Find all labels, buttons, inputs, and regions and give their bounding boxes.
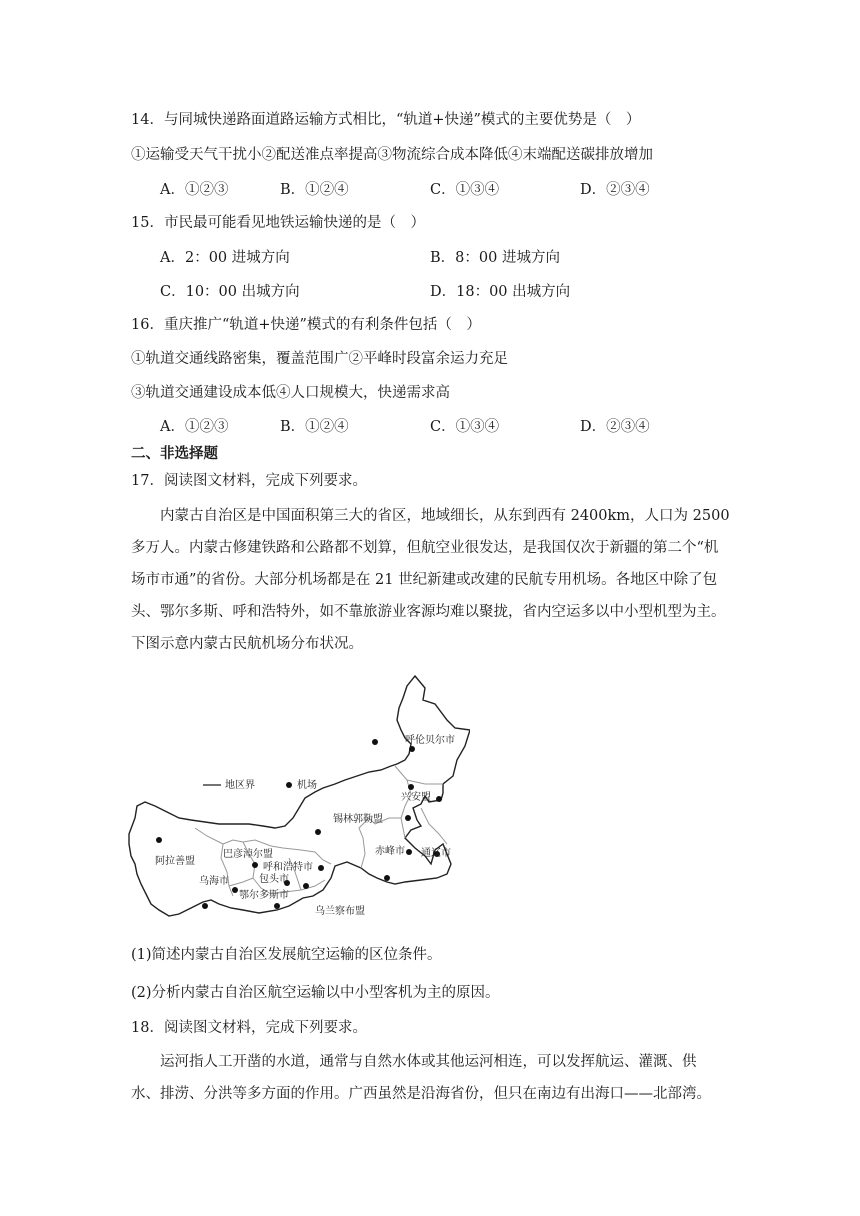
q17-stem: 17．阅读图文材料，完成下列要求。 [131, 473, 367, 489]
inner-mongolia-airport-map [125, 668, 470, 924]
airport-dot [274, 903, 280, 909]
q14-option-d: D．②③④ [580, 182, 650, 198]
airport-dot [252, 862, 258, 868]
label-tongliao: 通辽市 [421, 848, 451, 859]
q16-option-d: D．②③④ [580, 419, 650, 435]
label-hulunbuir: 呼伦贝尔市 [405, 735, 455, 746]
airport-dot [436, 796, 442, 802]
airport-dot [409, 746, 415, 752]
q16-option-b: B．①②④ [280, 419, 349, 435]
q15-option-b: B．8：00 进城方向 [430, 250, 560, 266]
airport-dot [303, 883, 309, 889]
q17-sub-2: (2)分析内蒙古自治区航空运输以中小型客机为主的原因。 [131, 985, 500, 1001]
airport-dot [232, 887, 238, 893]
q17-sub-1: (1)简述内蒙古自治区发展航空运输的区位条件。 [131, 947, 442, 963]
label-chifeng: 赤峰市 [375, 846, 405, 857]
q18-stem: 18．阅读图文材料，完成下列要求。 [131, 1020, 367, 1036]
label-ulanqab: 乌兰察布盟 [315, 906, 365, 917]
airport-dot [202, 903, 208, 909]
q17-para-line-4: 头、鄂尔多斯、呼和浩特外，如不靠旅游业客源均难以聚拢，省内空运多以中小型机型为主。 [131, 604, 726, 620]
airport-dot [318, 865, 324, 871]
q15-option-a: A．2：00 进城方向 [160, 250, 290, 266]
airport-dot [406, 849, 412, 855]
legend-airport-label: 机场 [297, 780, 317, 791]
label-baotou: 包头市 [259, 874, 289, 885]
label-xilingol: 锡林郭勒盟 [333, 814, 383, 825]
label-xingan: 兴安盟 [401, 792, 431, 803]
q14-stem: 14．与同城快递路面道路运输方式相比，“轨道+快递”模式的主要优势是（ ） [131, 112, 641, 128]
q14-option-b: B．①②④ [280, 182, 349, 198]
label-ordos: 鄂尔多斯市 [239, 890, 289, 901]
airport-dot [315, 829, 321, 835]
q18-para-line-2: 水、排涝、分洪等多方面的作用。广西虽然是沿海省份，但只在南边有出海口——北部湾。 [131, 1086, 711, 1102]
q16-option-a: A．①②③ [160, 419, 229, 435]
q14-option-c: C．①③④ [430, 182, 500, 198]
airport-dot [384, 875, 390, 881]
q15-stem: 15．市民最可能看见地铁运输快递的是（ ） [131, 215, 425, 231]
airport-dot [156, 837, 162, 843]
airport-dot [372, 739, 378, 745]
q17-para-line-5: 下图示意内蒙古民航机场分布状况。 [131, 636, 363, 652]
q16-stem: 16．重庆推广“轨道+快递”模式的有利条件包括（ ） [131, 317, 481, 333]
q15-option-d: D．18：00 出城方向 [430, 284, 571, 300]
q14-option-a: A．①②③ [160, 182, 229, 198]
map-legend [203, 778, 317, 791]
q18-para-line-1: 运河指人工开凿的水道，通常与自然水体或其他运河相连，可以发挥航运、灌溉、供 [160, 1054, 697, 1070]
label-hohhot: 呼和浩特市 [263, 862, 313, 873]
q14-statements: ①运输受天气干扰小②配送准点率提高③物流综合成本降低④末端配送碳排放增加 [131, 147, 653, 163]
q16-statement-1: ①轨道交通线路密集，覆盖范围广②平峰时段富余运力充足 [131, 351, 508, 367]
q16-option-c: C．①③④ [430, 419, 500, 435]
q15-option-c: C．10：00 出城方向 [160, 284, 300, 300]
label-wuhai: 乌海市 [199, 876, 229, 887]
label-alxa: 阿拉善盟 [155, 856, 195, 867]
airport-dot [408, 784, 414, 790]
section-heading: 二、非选择题 [131, 445, 218, 462]
q17-para-line-3: 场市市通”的省份。大部分机场都是在 21 世纪新建或改建的民航专用机场。各地区中除了包 [131, 572, 718, 588]
legend-boundary-label: 地区界 [225, 780, 255, 791]
q17-para-line-2: 多万人。内蒙古修建铁路和公路都不划算，但航空业很发达，是我国仅次于新疆的第二个“机 [131, 540, 719, 556]
q16-statement-2: ③轨道交通建设成本低④人口规模大，快递需求高 [131, 385, 450, 401]
label-bayannur: 巴彦淖尔盟 [223, 849, 273, 860]
airport-dot [405, 815, 411, 821]
q17-para-line-1: 内蒙古自治区是中国面积第三大的省区，地域细长，从东到西有 2400km，人口为 2500 [160, 508, 730, 524]
